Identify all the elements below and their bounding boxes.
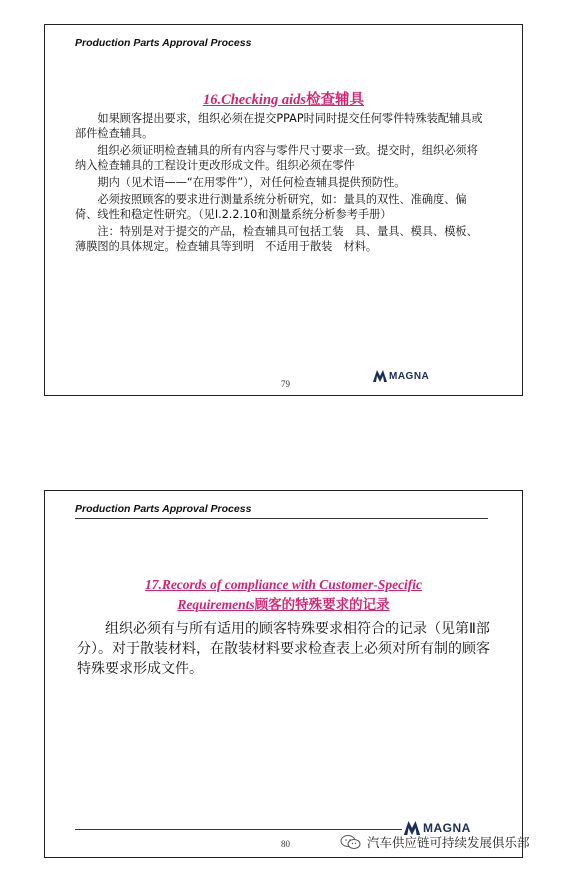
paragraph: 期内（见术语——“在用零件”），对任何检查辅具提供预防性。 <box>97 176 406 189</box>
magna-logo-icon <box>373 370 387 382</box>
paragraph: 如果顾客提出要求，组织必须在提交PPAP时同时提交任何零件特殊装配辅具或部件检查辅具。 <box>75 112 483 140</box>
slide-header: Production Parts Approval Process <box>75 503 252 515</box>
slide-title <box>45 88 522 109</box>
slide-body <box>77 619 497 679</box>
slide-79 <box>44 24 523 396</box>
title-en: 16.Checking aids <box>202 92 307 108</box>
magna-logo <box>373 370 429 382</box>
slide-header: Production Parts Approval Process <box>75 37 252 49</box>
slide-80 <box>44 490 523 858</box>
logo-text: MAGNA <box>389 370 430 382</box>
title-cn: 顾客的特殊要求的记录 <box>254 597 390 613</box>
wechat-icon <box>340 834 362 850</box>
logo-text: MAGNA <box>423 821 471 835</box>
paragraph: 组织必须证明检查辅具的所有内容与零件尺寸要求一致。提交时，组织必须将纳入检查辅具的工程设计更改形成文件。组织必须在零件 <box>75 144 478 172</box>
title-en-line1: 17.Records of compliance with Customer-Specific <box>144 577 423 592</box>
header-divider <box>75 518 488 519</box>
wechat-watermark <box>340 833 530 851</box>
watermark-text: 汽车供应链可持续发展俱乐部 <box>367 835 530 850</box>
page-number: 80 <box>281 839 290 849</box>
slide-title <box>45 575 522 615</box>
page-number: 79 <box>281 379 290 389</box>
title-cn: 检查辅具 <box>306 92 365 108</box>
paragraph: 必须按照顾客的要求进行测量系统分析研究，如：量具的双性、准确度、偏倚、线性和稳定性研究。（见Ⅰ.2.2.10和测量系统分析参考手册） <box>75 193 467 221</box>
title-en-line2: Requirements <box>177 597 255 612</box>
footer-divider <box>75 829 402 830</box>
paragraph: 注：特别是对于提交的产品，检查辅具可包括工装 具、量具、模具、模板、薄膜图的具体规定。检查辅具等到明 不适用于散装 材料。 <box>75 225 478 253</box>
paragraph: 组织必须有与所有适用的顾客特殊要求相符合的记录（见第Ⅱ部分）。对于散装材料，在散装材料要求检查表上必须对所有制的顾客特殊要求形成文件。 <box>77 621 490 677</box>
slide-body <box>75 111 485 256</box>
